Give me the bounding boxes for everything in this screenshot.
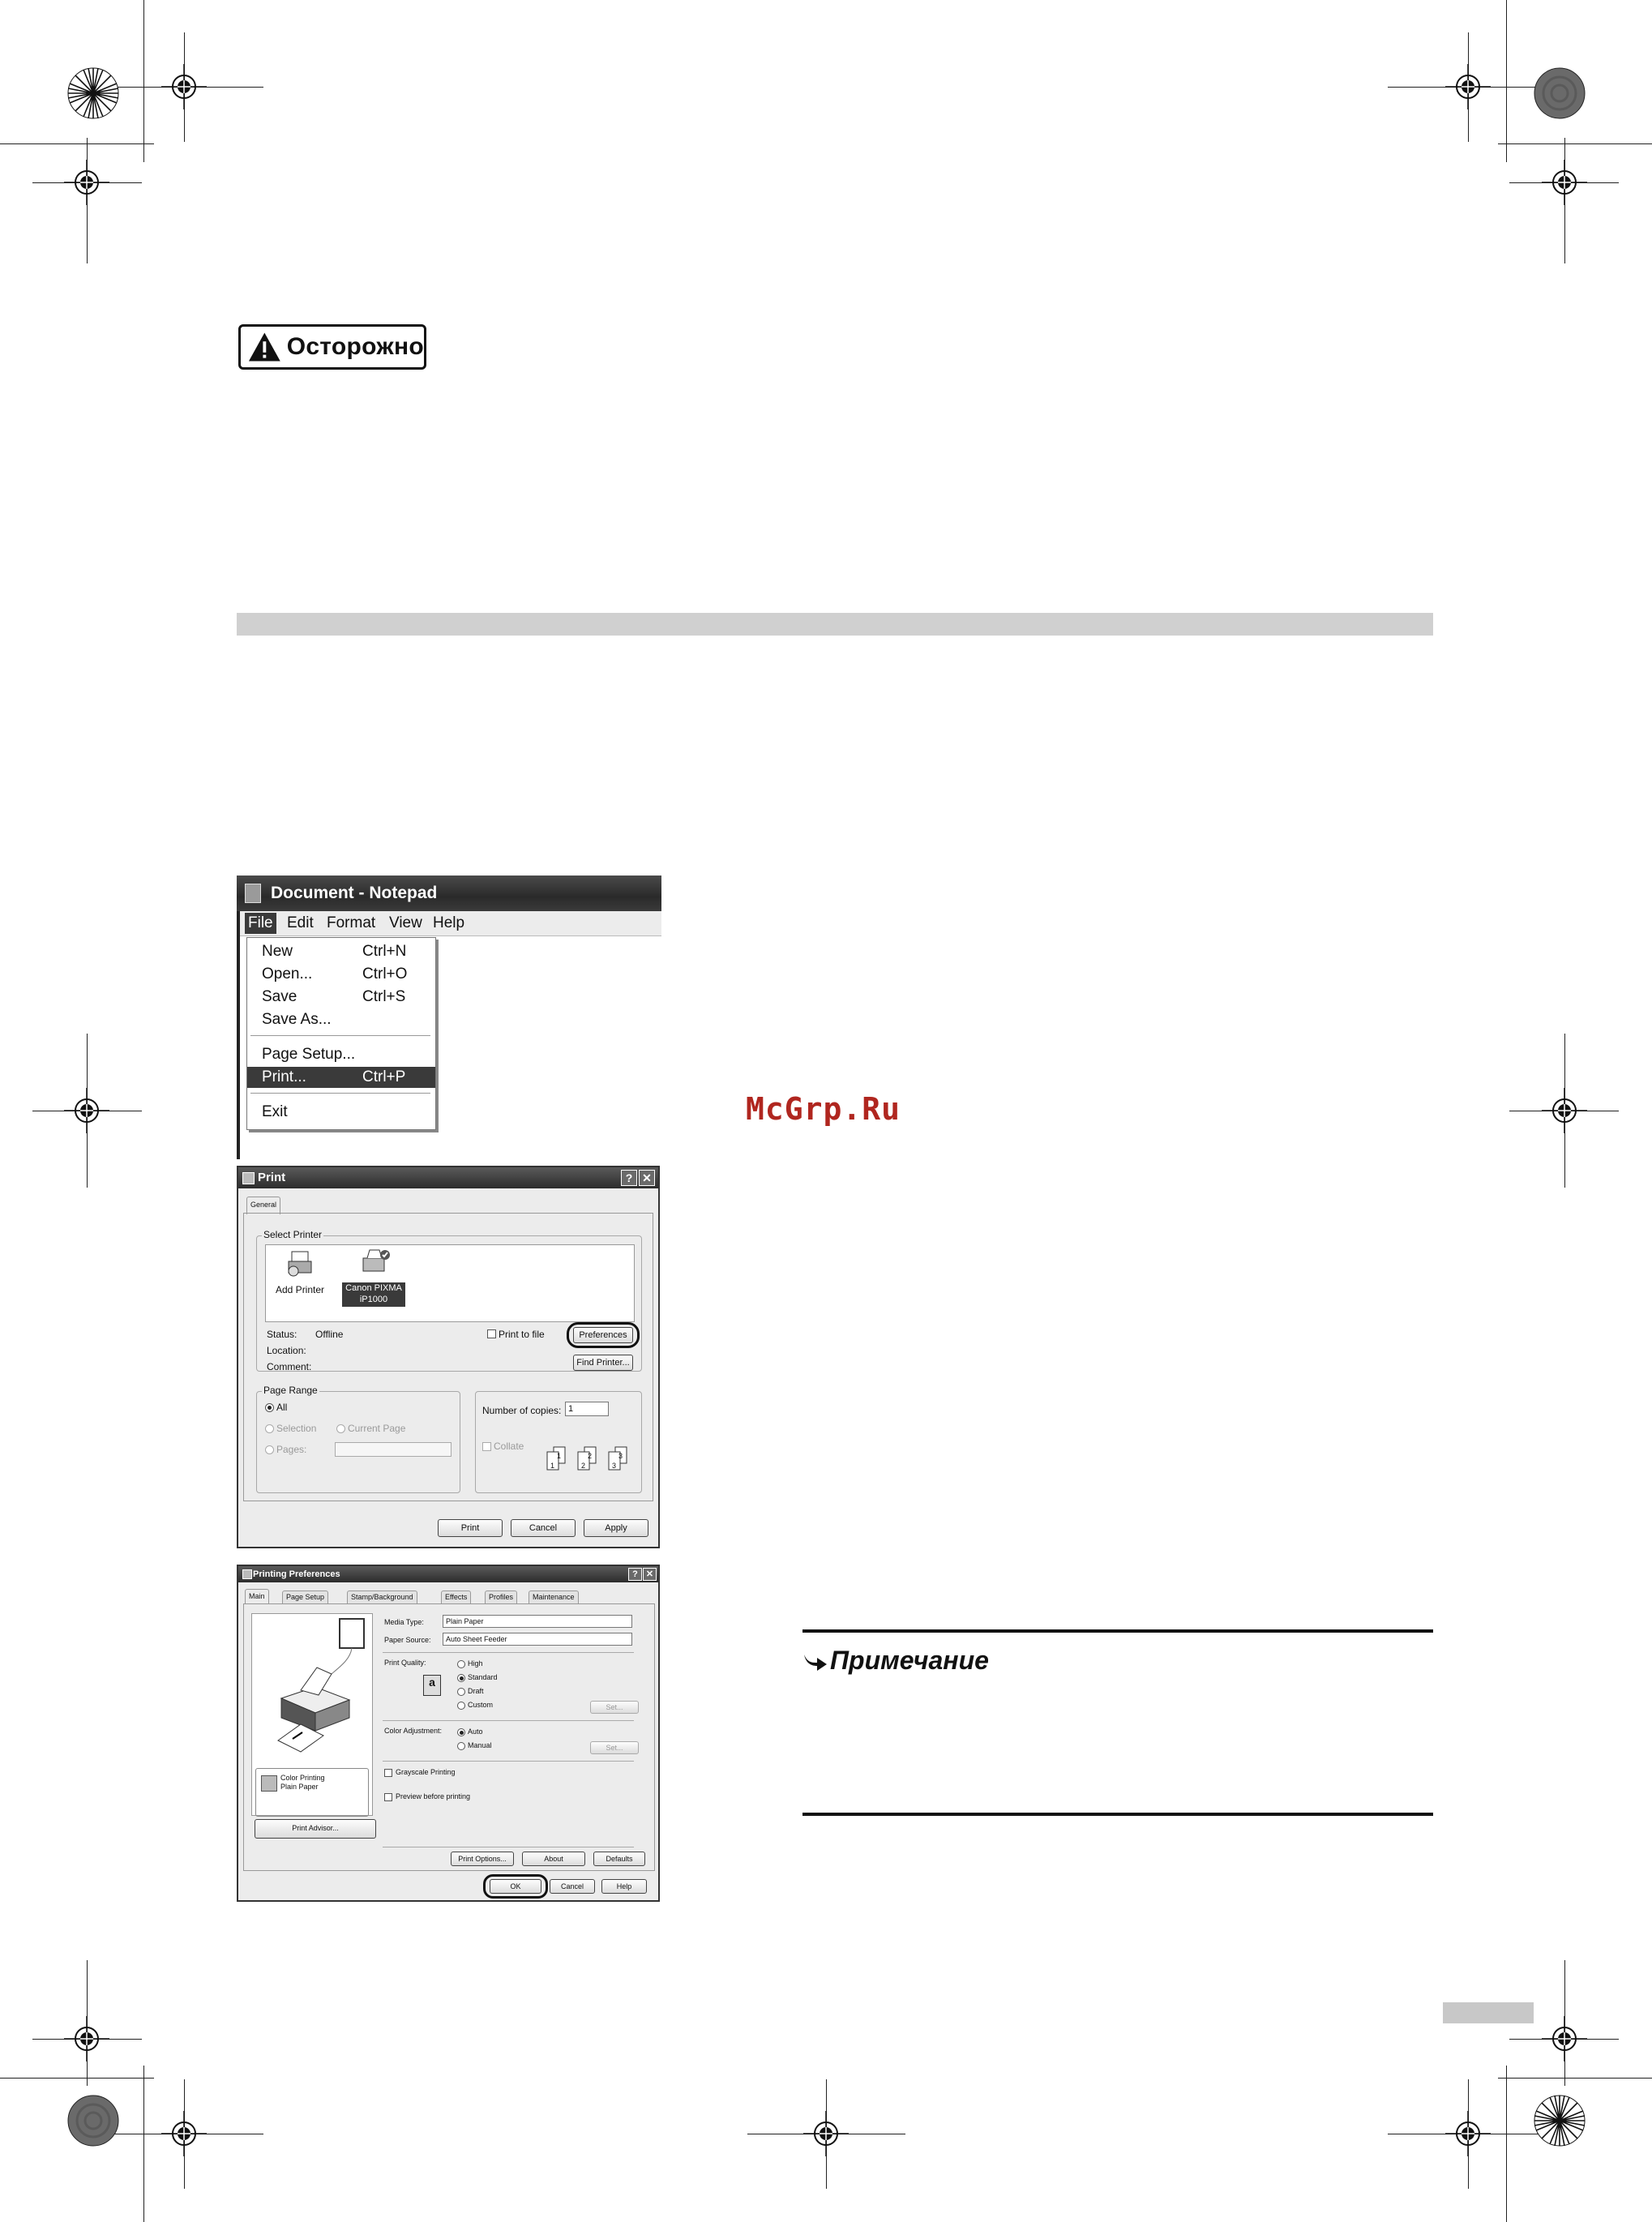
help-footer-button[interactable]: Help <box>601 1879 647 1894</box>
collate-page-label: 3 <box>612 1462 617 1470</box>
quality-draft-label: Draft <box>468 1687 484 1695</box>
preferences-button[interactable]: Preferences <box>573 1327 633 1343</box>
quality-set-button[interactable]: Set... <box>590 1701 639 1714</box>
registration-target-icon <box>161 2111 207 2156</box>
collate-page-label: 1 <box>550 1462 555 1470</box>
collate-page-label: 3 <box>618 1452 623 1460</box>
canon-printer-icon[interactable] <box>360 1247 391 1278</box>
radio-quality-custom[interactable] <box>457 1702 465 1710</box>
radio-quality-draft[interactable] <box>457 1688 465 1696</box>
note-heading-text: Примечание <box>830 1646 989 1675</box>
registration-target-icon <box>803 2111 849 2156</box>
color-manual-label: Manual <box>468 1741 492 1749</box>
find-printer-button[interactable]: Find Printer... <box>573 1355 633 1371</box>
note-top-rule <box>802 1629 1433 1633</box>
radio-selection[interactable] <box>265 1424 274 1433</box>
copies-label: Number of copies: <box>482 1405 562 1416</box>
registration-target-icon <box>64 1088 109 1133</box>
color-paper-icon <box>261 1775 277 1792</box>
registration-target-icon <box>1445 2111 1491 2156</box>
grayscale-label: Grayscale Printing <box>396 1768 456 1776</box>
registration-target-icon <box>64 160 109 205</box>
warning-icon <box>247 331 282 363</box>
grayscale-checkbox[interactable] <box>384 1769 392 1777</box>
print-advisor-button[interactable] <box>255 1819 376 1839</box>
gray-density-patch-icon <box>67 2095 119 2147</box>
collate-page-label: 2 <box>581 1462 586 1470</box>
menu-separator <box>250 1035 430 1037</box>
print-dialog-title: Print <box>258 1171 286 1184</box>
collate-checkbox[interactable] <box>482 1442 491 1451</box>
menu-item-open[interactable]: Open... Ctrl+O <box>262 965 408 983</box>
note-bottom-rule <box>802 1813 1433 1816</box>
close-button[interactable]: ✕ <box>639 1170 655 1186</box>
quality-preview-icon: a <box>423 1675 441 1696</box>
preview-info-line2: Plain Paper <box>280 1783 319 1791</box>
media-type-label: Media Type: <box>384 1618 424 1626</box>
printer-icon <box>242 1569 252 1579</box>
site-watermark: McGrp.Ru <box>746 1091 901 1127</box>
tab-effects[interactable]: Effects <box>441 1591 471 1603</box>
menu-view[interactable]: View <box>389 914 422 931</box>
preview-pane <box>251 1613 373 1816</box>
collate-pages-icon <box>541 1445 638 1478</box>
help-button[interactable]: ? <box>621 1170 637 1186</box>
print-advisor-label: Print Advisor... <box>292 1824 339 1832</box>
color-set-button[interactable]: Set... <box>590 1741 639 1754</box>
tab-profiles[interactable]: Profiles <box>485 1591 517 1603</box>
menu-item-new[interactable]: New Ctrl+N <box>262 943 407 960</box>
divider <box>383 1761 634 1762</box>
star-target-icon <box>67 67 119 119</box>
cancel-button[interactable]: Cancel <box>511 1519 576 1537</box>
menu-separator <box>250 1093 430 1094</box>
radio-pages-label: Pages: <box>276 1444 307 1455</box>
registration-target-icon <box>1542 2016 1587 2061</box>
menu-item-page-setup[interactable]: Page Setup... <box>262 1046 356 1063</box>
status-label: Status: <box>267 1329 297 1340</box>
preview-info-line1: Color Printing <box>280 1774 325 1782</box>
notepad-icon <box>245 884 261 903</box>
collate-page-label: 1 <box>557 1452 562 1460</box>
help-button[interactable]: ? <box>628 1568 642 1581</box>
radio-color-auto[interactable] <box>457 1728 465 1736</box>
radio-all-label: All <box>276 1402 288 1413</box>
select-printer-group <box>256 1229 642 1372</box>
menu-file[interactable]: File <box>245 913 276 934</box>
printer-list[interactable] <box>265 1244 635 1322</box>
printer-preview-illustration <box>260 1617 366 1760</box>
print-quality-label: Print Quality: <box>384 1659 426 1667</box>
ok-highlight <box>483 1874 548 1899</box>
close-button[interactable]: ✕ <box>643 1568 657 1581</box>
paper-source-select[interactable]: Auto Sheet Feeder <box>443 1633 632 1646</box>
preview-checkbox[interactable] <box>384 1793 392 1801</box>
page-range-group <box>256 1385 460 1493</box>
notepad-title: Document - Notepad <box>271 884 438 902</box>
tab-page-setup[interactable]: Page Setup <box>282 1591 328 1603</box>
menu-help[interactable]: Help <box>433 914 465 931</box>
apply-button[interactable]: Apply <box>584 1519 648 1537</box>
collate-label: Collate <box>494 1441 524 1452</box>
color-adjustment-label: Color Adjustment: <box>384 1727 443 1735</box>
status-value: Offline <box>315 1329 344 1340</box>
caution-label <box>238 324 426 370</box>
tab-maintenance[interactable]: Maintenance <box>529 1591 579 1603</box>
notepad-menu-bar <box>237 911 661 936</box>
ok-button[interactable]: OK <box>490 1879 541 1894</box>
menu-item-save[interactable]: Save Ctrl+S <box>262 988 406 1005</box>
quality-high-label: High <box>468 1659 483 1668</box>
select-printer-caption: Select Printer <box>263 1229 323 1240</box>
paper-info-box <box>255 1768 369 1817</box>
file-menu-dropdown <box>246 937 436 1130</box>
screenshot-edge <box>237 911 240 1159</box>
color-auto-label: Auto <box>468 1728 483 1736</box>
print-button[interactable]: Print <box>438 1519 503 1537</box>
star-target-icon <box>1534 2095 1586 2147</box>
printer-icon <box>242 1172 255 1184</box>
print-dialog-title-bar <box>238 1167 658 1188</box>
divider <box>383 1720 634 1721</box>
caution-text: Осторожно <box>286 333 424 360</box>
section-divider-bar <box>237 613 1433 636</box>
tab-main[interactable]: Main <box>245 1589 269 1603</box>
print-options-button[interactable]: Print Options... <box>451 1852 514 1866</box>
gray-density-patch-icon <box>1534 67 1586 119</box>
page-range-caption: Page Range <box>263 1385 318 1396</box>
print-dialog <box>237 1166 660 1548</box>
menu-item-exit[interactable]: Exit <box>262 1103 288 1120</box>
menu-item-print[interactable]: Print... Ctrl+P <box>247 1067 435 1088</box>
location-label: Location: <box>267 1345 306 1356</box>
divider <box>383 1652 634 1653</box>
preferences-highlight <box>567 1322 640 1348</box>
registration-target-icon <box>161 64 207 109</box>
registration-target-icon <box>1542 160 1587 205</box>
notepad-title-bar <box>237 876 661 911</box>
menu-edit[interactable]: Edit <box>287 914 314 931</box>
registration-target-icon <box>64 2016 109 2061</box>
cancel-button[interactable]: Cancel <box>550 1879 595 1894</box>
collate-page-label: 2 <box>588 1452 593 1460</box>
radio-quality-standard[interactable] <box>457 1674 465 1682</box>
media-type-select[interactable]: Plain Paper <box>443 1615 632 1628</box>
print-to-file-label: Print to file <box>499 1329 545 1340</box>
defaults-button[interactable]: Defaults <box>593 1852 645 1866</box>
arrow-pointer-icon <box>802 1651 828 1671</box>
registration-target-icon <box>1542 1088 1587 1133</box>
tab-stamp-background[interactable]: Stamp/Background <box>347 1591 417 1603</box>
menu-item-save-as[interactable]: Save As... <box>262 1011 332 1028</box>
prefs-title: Printing Preferences <box>253 1569 340 1579</box>
radio-selection-label: Selection <box>276 1423 317 1434</box>
quality-standard-label: Standard <box>468 1673 498 1681</box>
comment-label: Comment: <box>267 1361 312 1372</box>
pages-input[interactable] <box>335 1442 452 1457</box>
radio-color-manual[interactable] <box>457 1742 465 1750</box>
registration-target-icon <box>1445 64 1491 109</box>
radio-all[interactable] <box>265 1403 274 1412</box>
radio-current-page[interactable] <box>336 1424 345 1433</box>
notepad-screenshot <box>237 876 661 1159</box>
tab-general[interactable]: General <box>246 1197 280 1214</box>
radio-current-page-label: Current Page <box>348 1423 406 1434</box>
printing-preferences-dialog <box>237 1565 660 1902</box>
note-heading <box>802 1646 989 1676</box>
add-printer-icon[interactable] <box>287 1250 313 1278</box>
printer-add-label: Add Printer <box>276 1284 325 1295</box>
copies-input[interactable]: 1 <box>565 1402 609 1416</box>
prefs-title-bar <box>238 1566 658 1582</box>
quality-custom-label: Custom <box>468 1701 494 1709</box>
preview-label: Preview before printing <box>396 1792 471 1800</box>
paper-source-label: Paper Source: <box>384 1636 431 1644</box>
printer-canon-label[interactable]: Canon PIXMA iP1000 <box>342 1282 405 1307</box>
page-tab-marker <box>1443 2002 1534 2023</box>
radio-quality-high[interactable] <box>457 1660 465 1668</box>
radio-pages[interactable] <box>265 1445 274 1454</box>
menu-format[interactable]: Format <box>327 914 376 931</box>
about-button[interactable]: About <box>522 1852 585 1866</box>
print-to-file-checkbox[interactable] <box>487 1329 496 1338</box>
copies-group <box>475 1391 642 1493</box>
